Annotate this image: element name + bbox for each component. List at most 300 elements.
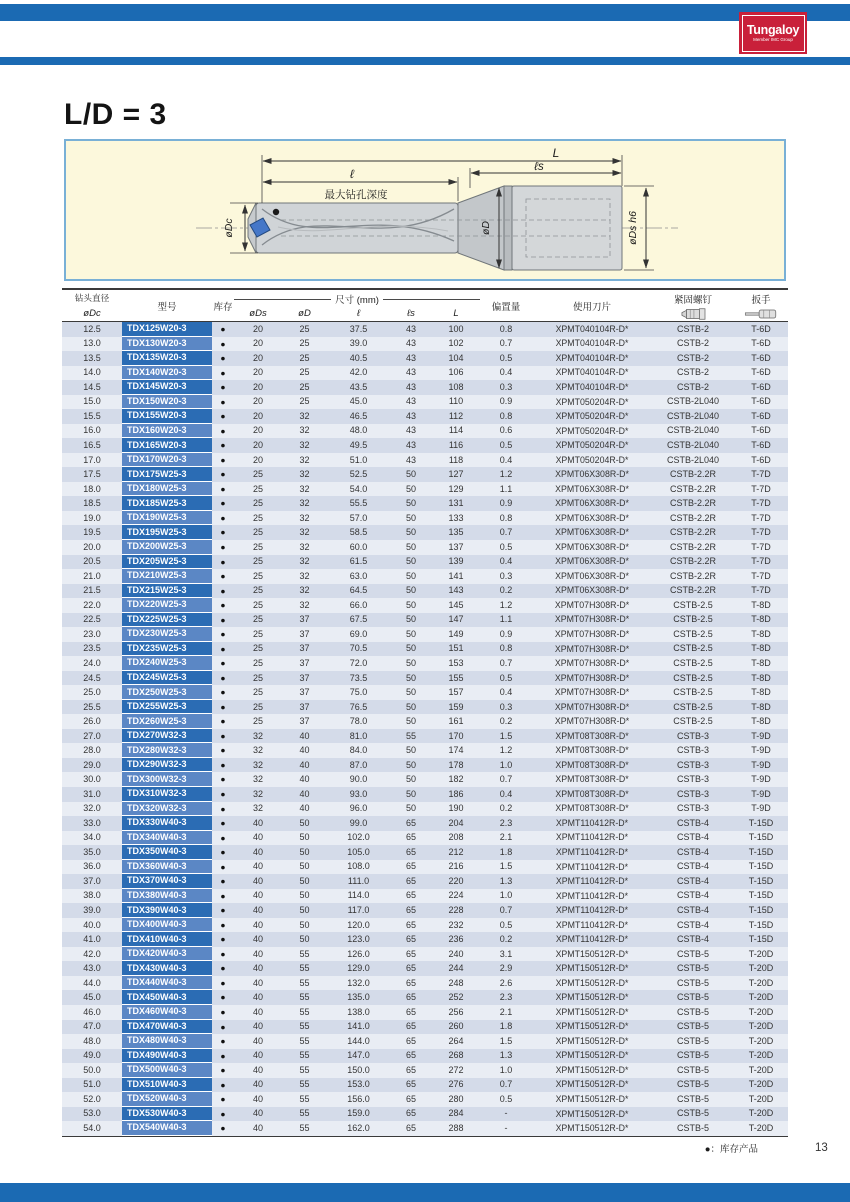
data-cell: 32	[252, 730, 263, 741]
data-cell: CSTB-5	[676, 992, 709, 1003]
data-cell: 64.5	[349, 585, 368, 596]
data-cell: 0.2	[499, 934, 513, 945]
data-cell: 43	[405, 338, 416, 349]
data-cell: CSTB-3	[676, 759, 709, 770]
data-cell: 37	[299, 628, 310, 639]
data-cell: 65	[405, 977, 416, 988]
data-cell: 43	[405, 323, 416, 334]
model-cell: TDX195W25-3	[122, 525, 212, 540]
data-cell: 55	[299, 1079, 310, 1090]
data-cell: 0.4	[499, 788, 513, 799]
model-cell: TDX480W40-3	[122, 1034, 212, 1049]
data-cell: 50	[405, 541, 416, 552]
data-cell: CSTB-5	[676, 1064, 709, 1075]
col-header-offset: 偏置量	[491, 301, 521, 313]
data-cell: T-7D	[751, 570, 771, 581]
data-cell: 25	[252, 599, 263, 610]
data-cell: 55	[405, 730, 416, 741]
data-cell: 49.5	[349, 440, 368, 451]
data-cell: 220	[448, 875, 464, 886]
data-cell: 1.1	[499, 483, 513, 494]
data-cell: 43	[405, 440, 416, 451]
data-cell: 32	[252, 803, 263, 814]
data-cell: 41.0	[83, 934, 101, 945]
data-cell: XPMT06X308R-D*	[555, 527, 629, 538]
data-cell: 43	[405, 367, 416, 378]
data-cell: 161	[448, 716, 464, 727]
data-cell: 50	[405, 716, 416, 727]
data-cell: 32.0	[83, 803, 101, 814]
data-cell: 2.9	[499, 963, 513, 974]
stock-dot: ●	[220, 440, 226, 451]
data-cell: 116	[448, 440, 464, 451]
data-cell: T-20D	[748, 1064, 774, 1075]
data-cell: XPMT040104R-D*	[555, 323, 629, 334]
data-cell: 20	[252, 440, 263, 451]
model-cell: TDX400W40-3	[122, 918, 212, 933]
data-cell: 40	[252, 1035, 263, 1046]
data-cell: 190	[448, 803, 464, 814]
data-cell: 50	[405, 657, 416, 668]
dims-group-rule	[234, 292, 480, 306]
stock-dot: ●	[220, 367, 226, 378]
wrench-icon	[742, 308, 780, 320]
data-cell: CSTB-2.5	[673, 716, 713, 727]
table-row	[62, 569, 788, 584]
data-cell: 268	[448, 1050, 464, 1061]
data-cell: 40	[252, 861, 263, 872]
data-cell: XPMT08T308R-D*	[555, 745, 629, 756]
data-cell: XPMT07H308R-D*	[554, 658, 630, 669]
data-cell: 0.9	[499, 396, 513, 407]
header-wrench-label: 扳手	[751, 295, 771, 306]
data-cell: 1.0	[499, 890, 513, 901]
data-cell: 65	[405, 861, 416, 872]
data-cell: 25	[252, 701, 263, 712]
data-cell: 25	[299, 396, 310, 407]
data-cell: XPMT150512R-D*	[555, 1021, 629, 1032]
data-cell: 157	[448, 687, 464, 698]
table-row	[62, 714, 788, 729]
data-cell: 43	[405, 396, 416, 407]
data-cell: 0.8	[499, 643, 513, 654]
data-cell: CSTB-5	[676, 948, 709, 959]
top-blue-bar	[0, 4, 850, 21]
data-cell: 25	[252, 483, 263, 494]
data-cell: 22.0	[83, 599, 101, 610]
data-cell: T-20D	[748, 1035, 774, 1046]
data-cell: CSTB-2.5	[673, 701, 713, 712]
data-cell: 60.0	[349, 541, 368, 552]
data-cell: 37	[299, 672, 310, 683]
data-cell: T-6D	[751, 396, 771, 407]
model-cell: TDX360W40-3	[122, 860, 212, 875]
data-cell: 129	[448, 483, 464, 494]
data-cell: CSTB-5	[676, 1006, 709, 1017]
data-cell: T-7D	[751, 498, 771, 509]
data-cell: 37.5	[349, 323, 368, 334]
data-cell: 1.3	[499, 1050, 513, 1061]
data-cell: 19.5	[83, 527, 101, 538]
data-cell: 135.0	[347, 992, 370, 1003]
stock-dot: ●	[220, 934, 226, 945]
data-cell: 25	[299, 323, 310, 334]
data-cell: 105.0	[347, 846, 370, 857]
data-cell: 40	[252, 905, 263, 916]
data-cell: CSTB-2L040	[666, 440, 720, 451]
data-cell: 50	[405, 759, 416, 770]
data-cell: 40	[299, 788, 310, 799]
data-cell: 159	[448, 701, 464, 712]
data-cell: 244	[448, 963, 464, 974]
data-cell: CSTB-2	[676, 367, 709, 378]
data-cell: CSTB-2.2R	[669, 541, 716, 552]
data-cell: 170	[448, 730, 464, 741]
col-header-insert: 使用刀片	[572, 301, 611, 313]
data-cell: 0.8	[499, 512, 513, 523]
data-cell: CSTB-4	[676, 875, 709, 886]
data-cell: CSTB-5	[676, 1093, 709, 1104]
data-cell: 52.5	[349, 469, 368, 480]
table-row	[62, 1092, 788, 1107]
data-cell: 28.0	[83, 745, 101, 756]
data-cell: T-6D	[751, 323, 771, 334]
data-cell: 1.0	[499, 1064, 513, 1075]
model-cell: TDX125W20-3	[122, 322, 212, 337]
col-header-stock: 库存	[213, 301, 233, 313]
data-cell: CSTB-2.5	[673, 657, 713, 668]
data-cell: 22.5	[83, 614, 101, 625]
data-cell: 25.0	[83, 687, 101, 698]
data-cell: 63.0	[349, 570, 368, 581]
data-cell: 256	[448, 1006, 464, 1017]
data-cell: T-20D	[748, 1093, 774, 1104]
data-cell: 50	[299, 846, 310, 857]
data-cell: 55	[299, 1108, 310, 1119]
stock-dot: ●	[220, 1006, 226, 1017]
label-d: øD	[480, 221, 492, 235]
data-cell: XPMT040104R-D*	[555, 338, 629, 349]
data-cell: XPMT050204R-D*	[555, 425, 629, 436]
header-ds: øDs	[249, 308, 267, 319]
page-title: L/D = 3	[64, 98, 167, 131]
stock-dot: ●	[220, 353, 226, 364]
model-cell: TDX410W40-3	[122, 932, 212, 947]
data-cell: 40	[252, 1093, 263, 1104]
data-cell: 35.0	[83, 846, 101, 857]
data-cell: 32	[299, 483, 310, 494]
data-cell: CSTB-5	[676, 1108, 709, 1119]
data-cell: 40	[252, 1108, 263, 1119]
data-cell: 29.0	[83, 759, 101, 770]
data-cell: 12.5	[83, 323, 101, 334]
data-cell: 40	[252, 963, 263, 974]
data-cell: T-8D	[751, 614, 771, 625]
model-cell: TDX460W40-3	[122, 1005, 212, 1020]
label-L: L	[552, 146, 560, 160]
data-cell: 20	[252, 396, 263, 407]
data-cell: 264	[448, 1035, 464, 1046]
data-cell: 20.5	[83, 556, 101, 567]
data-cell: 84.0	[349, 745, 368, 756]
data-cell: T-8D	[751, 599, 771, 610]
table-row	[62, 525, 788, 540]
data-cell: XPMT110412R-D*	[555, 905, 629, 916]
data-cell: T-8D	[751, 643, 771, 654]
spec-table	[62, 288, 788, 1137]
data-cell: CSTB-2.2R	[669, 556, 716, 567]
stock-dot: ●	[220, 890, 226, 901]
data-cell: 65	[405, 963, 416, 974]
data-cell: 32	[252, 745, 263, 756]
data-cell: 40	[252, 1079, 263, 1090]
data-cell: XPMT08T308R-D*	[555, 774, 629, 785]
data-cell: CSTB-4	[676, 861, 709, 872]
table-row	[62, 453, 788, 468]
header-ls: ℓs	[407, 308, 415, 319]
data-cell: CSTB-3	[676, 803, 709, 814]
model-cell: TDX510W40-3	[122, 1078, 212, 1093]
header-diameter-symbol: øDc	[83, 308, 101, 319]
data-cell: CSTB-2L040	[666, 396, 720, 407]
model-cell: TDX230W25-3	[122, 627, 212, 642]
data-cell: CSTB-4	[676, 905, 709, 916]
data-cell: 276	[448, 1079, 464, 1090]
data-cell: 0.7	[499, 905, 513, 916]
data-cell: 284	[448, 1108, 464, 1119]
data-cell: 20	[252, 454, 263, 465]
data-cell: 143	[448, 585, 464, 596]
data-cell: 2.1	[499, 832, 513, 843]
data-cell: 18.0	[83, 483, 101, 494]
table-row	[62, 671, 788, 686]
data-cell: 50	[405, 498, 416, 509]
data-cell: 14.5	[83, 381, 101, 392]
data-cell: 67.5	[349, 614, 368, 625]
data-cell: 32	[299, 599, 310, 610]
model-cell: TDX140W20-3	[122, 366, 212, 381]
data-cell: 32	[299, 454, 310, 465]
data-cell: 240	[448, 948, 464, 959]
table-row	[62, 1005, 788, 1020]
data-cell: CSTB-2.2R	[669, 527, 716, 538]
data-cell: -	[504, 1122, 508, 1133]
label-dc: øDc	[223, 218, 235, 238]
data-cell: CSTB-2.5	[673, 687, 713, 698]
data-cell: XPMT150512R-D*	[555, 1108, 629, 1119]
data-cell: 48.0	[83, 1035, 101, 1046]
model-cell: TDX215W25-3	[122, 584, 212, 599]
data-cell: T-6D	[751, 352, 771, 363]
data-cell: 228	[448, 905, 464, 916]
data-cell: 50	[405, 469, 416, 480]
data-cell: 19.0	[83, 512, 101, 523]
data-cell: 182	[448, 774, 464, 785]
data-cell: 54.0	[83, 1122, 101, 1133]
data-cell: T-6D	[751, 367, 771, 378]
table-row	[62, 874, 788, 889]
logo-text: Tungaloy	[746, 23, 800, 37]
data-cell: 65	[405, 948, 416, 959]
data-cell: XPMT040104R-D*	[555, 352, 629, 363]
data-cell: 111.0	[347, 875, 370, 886]
model-cell: TDX340W40-3	[122, 831, 212, 846]
model-cell: TDX170W20-3	[122, 453, 212, 468]
stock-dot: ●	[220, 1123, 226, 1134]
data-cell: T-9D	[751, 788, 771, 799]
stock-dot: ●	[220, 861, 226, 872]
model-cell: TDX135W20-3	[122, 351, 212, 366]
stock-dot: ●	[220, 789, 226, 800]
data-cell: 224	[448, 890, 464, 901]
data-cell: T-20D	[748, 948, 774, 959]
data-cell: 133	[448, 512, 464, 523]
data-cell: 40	[252, 919, 263, 930]
data-cell: 0.2	[499, 803, 513, 814]
data-cell: 248	[448, 977, 464, 988]
col-header-dimensions	[234, 290, 480, 321]
table-row	[62, 947, 788, 962]
table-row	[62, 627, 788, 642]
table-row	[62, 322, 788, 337]
stock-dot: ●	[220, 1079, 226, 1090]
table-row	[62, 990, 788, 1005]
data-cell: T-15D	[748, 832, 774, 843]
data-cell: 32	[252, 759, 263, 770]
stock-dot: ●	[220, 527, 226, 538]
data-cell: 99.0	[349, 817, 368, 828]
table-row	[62, 1063, 788, 1078]
data-cell: 186	[448, 788, 464, 799]
data-cell: CSTB-2.2R	[669, 483, 716, 494]
data-cell: 50.0	[83, 1064, 101, 1075]
data-cell: 120.0	[347, 919, 370, 930]
model-cell: TDX380W40-3	[122, 889, 212, 904]
stock-dot: ●	[220, 1050, 226, 1061]
table-row	[62, 758, 788, 773]
data-cell: 129.0	[347, 963, 370, 974]
data-cell: 2.3	[499, 992, 513, 1003]
data-cell: 13.5	[83, 352, 101, 363]
data-cell: 0.2	[499, 585, 513, 596]
stock-dot: ●	[220, 643, 226, 654]
data-cell: 69.0	[349, 628, 368, 639]
model-cell: TDX330W40-3	[122, 816, 212, 831]
data-cell: T-15D	[748, 890, 774, 901]
data-cell: 141.0	[347, 1021, 370, 1032]
data-cell: 49.0	[83, 1050, 101, 1061]
model-cell: TDX430W40-3	[122, 961, 212, 976]
data-cell: 20	[252, 352, 263, 363]
data-cell: 42.0	[349, 367, 368, 378]
model-cell: TDX500W40-3	[122, 1063, 212, 1078]
stock-dot: ●	[220, 759, 226, 770]
data-cell: T-15D	[748, 875, 774, 886]
data-cell: CSTB-3	[676, 774, 709, 785]
data-cell: T-20D	[748, 1122, 774, 1133]
data-cell: 114	[448, 425, 464, 436]
data-cell: CSTB-2.5	[673, 614, 713, 625]
data-cell: 55	[299, 1122, 310, 1133]
data-cell: 0.6	[499, 425, 513, 436]
model-cell: TDX145W20-3	[122, 380, 212, 395]
data-cell: CSTB-4	[676, 817, 709, 828]
data-cell: 40	[252, 1050, 263, 1061]
data-cell: T-20D	[748, 963, 774, 974]
model-cell: TDX370W40-3	[122, 874, 212, 889]
stock-dot: ●	[220, 977, 226, 988]
label-ds-h6: øDs h6	[627, 211, 639, 245]
stock-dot: ●	[220, 469, 226, 480]
data-cell: 25	[299, 338, 310, 349]
stock-dot: ●	[220, 541, 226, 552]
model-cell: TDX280W32-3	[122, 743, 212, 758]
data-cell: T-15D	[748, 861, 774, 872]
stock-dot: ●	[220, 701, 226, 712]
data-cell: T-20D	[748, 1050, 774, 1061]
model-cell: TDX420W40-3	[122, 947, 212, 962]
data-cell: 20	[252, 367, 263, 378]
data-cell: 147.0	[347, 1050, 370, 1061]
data-cell: 0.9	[499, 628, 513, 639]
data-cell: 20	[252, 381, 263, 392]
data-cell: T-9D	[751, 745, 771, 756]
data-cell: 53.0	[83, 1108, 101, 1119]
table-row	[62, 1034, 788, 1049]
data-cell: 144.0	[347, 1035, 370, 1046]
data-cell: 16.5	[83, 440, 101, 451]
data-cell: CSTB-2.2R	[669, 469, 716, 480]
table-header	[62, 288, 788, 322]
data-cell: 147	[448, 614, 464, 625]
data-cell: T-9D	[751, 759, 771, 770]
data-cell: 47.0	[83, 1021, 101, 1032]
data-cell: 280	[448, 1093, 464, 1104]
data-cell: 61.5	[349, 556, 368, 567]
data-cell: 1.5	[499, 1035, 513, 1046]
data-cell: XPMT150512R-D*	[555, 1050, 629, 1061]
model-cell: TDX165W20-3	[122, 438, 212, 453]
data-cell: T-20D	[748, 1006, 774, 1017]
data-cell: 18.5	[83, 498, 101, 509]
data-cell: 65	[405, 1122, 416, 1133]
table-row	[62, 613, 788, 628]
data-cell: T-8D	[751, 672, 771, 683]
model-cell: TDX200W25-3	[122, 540, 212, 555]
data-cell: 50	[299, 890, 310, 901]
data-cell: 54.0	[349, 483, 368, 494]
data-cell: 25	[252, 628, 263, 639]
data-cell: 55.5	[349, 498, 368, 509]
data-cell: 114.0	[347, 890, 370, 901]
data-cell: T-6D	[751, 410, 771, 421]
data-cell: T-9D	[751, 730, 771, 741]
data-cell: 159.0	[347, 1108, 370, 1119]
data-cell: 51.0	[349, 454, 368, 465]
data-cell: 50	[299, 817, 310, 828]
data-cell: 37	[299, 716, 310, 727]
data-cell: XPMT06X308R-D*	[555, 498, 629, 509]
data-cell: XPMT050204R-D*	[555, 440, 629, 451]
stock-dot: ●	[220, 454, 226, 465]
data-cell: T-20D	[748, 992, 774, 1003]
model-cell: TDX190W25-3	[122, 511, 212, 526]
data-cell: 39.0	[83, 905, 101, 916]
data-cell: CSTB-5	[676, 1079, 709, 1090]
data-cell: T-15D	[748, 905, 774, 916]
data-cell: 50	[299, 861, 310, 872]
table-row	[62, 1049, 788, 1064]
